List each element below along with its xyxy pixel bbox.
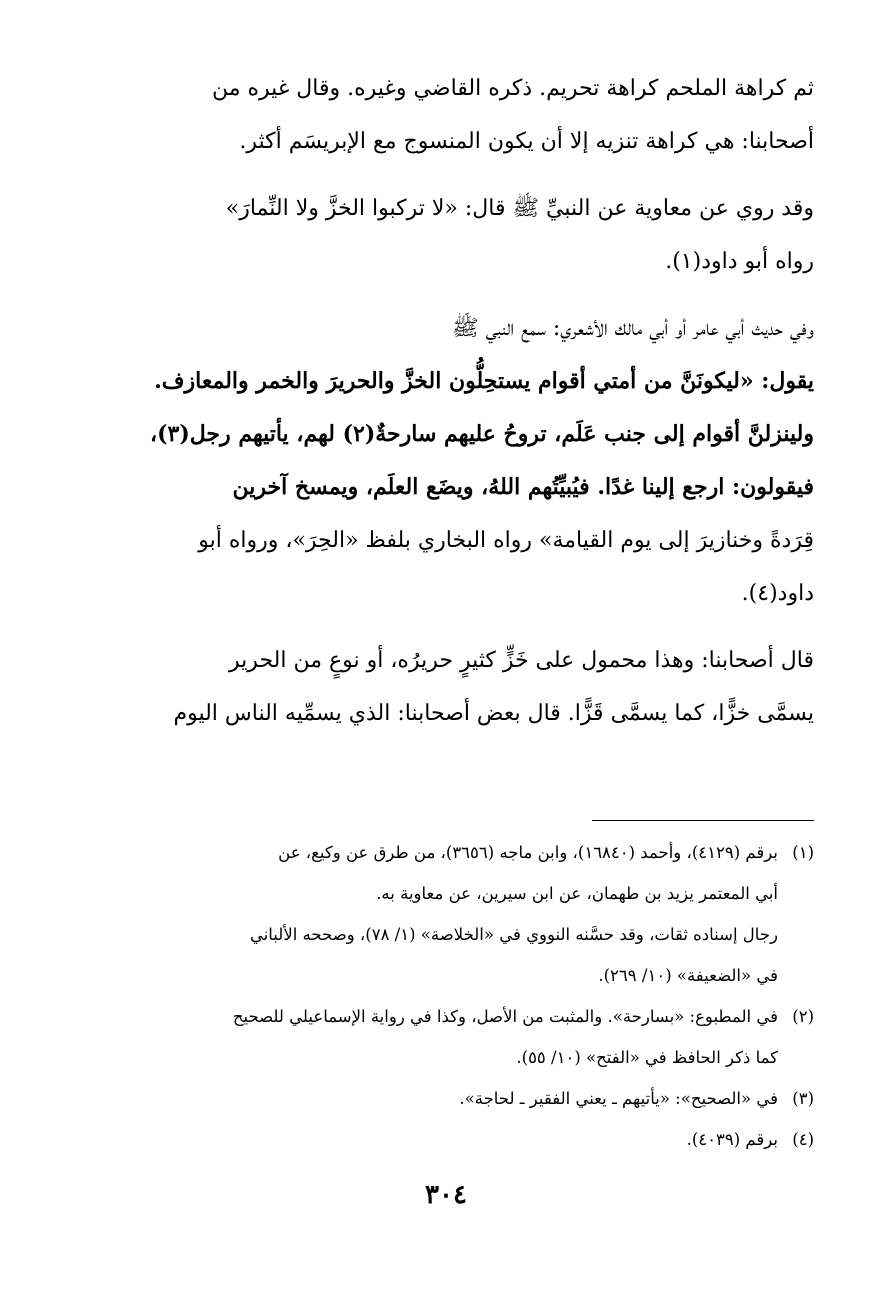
- text-line: ثم كراهة الملحم كراهة تحريم. ذكره القاضي وغيره. وقال غيره من: [211, 76, 814, 101]
- footnote-number: (٢): [792, 1007, 814, 1026]
- footnote-line: كما ذكر الحافظ في «الفتح» (١٠/ ٥٥).: [516, 1048, 778, 1067]
- footnote-line: برقم (٤٠٣٩).: [686, 1130, 778, 1149]
- text-line: ولينزلنَّ أقوام إلى جنب عَلَم، تروحُ عليهم سارحةٌ(٢) لهم، يأتيهم رجل(٣)،: [150, 421, 814, 447]
- text-line: قِرَدةً وخنازيرَ إلى يوم القيامة» رواه البخاري بلفظ «الحِرَ»، ورواه أبو: [198, 528, 814, 553]
- footnote-line: رجال إسناده ثقات، وقد حسَّنه النووي في «الخلاصة» (١/ ٧٨)، وصححه الألباني: [249, 925, 778, 944]
- text-line: يسمَّى خزًّا، كما يسمَّى قَزًّا. قال بعض أصحابنا: الذي يسمِّيه الناس اليوم: [173, 701, 814, 726]
- footnote-number: (١): [792, 843, 814, 862]
- footnotes: [78, 832, 814, 1160]
- footnote-line: في «الصحيح»: «يأتيهم ـ يعني الفقير ـ لحاجة».: [459, 1089, 778, 1108]
- text-line: فيقولون: ارجع إلينا غدًا. فيُبيِّتُهم اللهُ، ويضَع العلَم، ويمسخ آخرين: [232, 474, 814, 500]
- text-line: وقد روي عن معاوية عن النبيِّ ﷺ قال: «لا تركبوا الخزَّ ولا النِّمارَ»: [225, 196, 814, 221]
- footnote-separator: [592, 820, 814, 821]
- footnote-line: في «الضعيفة» (١٠/ ٢٦٩).: [598, 966, 778, 985]
- footnote-3: [78, 1078, 814, 1119]
- footnote-4: [78, 1119, 814, 1160]
- paragraph-4: [78, 634, 814, 740]
- footnote-1: [78, 832, 814, 996]
- text-line: قال أصحابنا: وهذا محمول على خَزٍّ كثيرٍ حريرُه، أو نوعٍ من الحرير: [229, 648, 814, 673]
- footnote-number: (٣): [792, 1089, 814, 1108]
- text-line: وفي حديث أبي عامر أو أبي مالك الأشعري: سمع النبي ﷺ: [452, 316, 814, 341]
- text-line: يقول: «ليكونَنَّ من أمتي أقوام يستحِلُّون الخزَّ والحريرَ والخمر والمعازف.: [154, 368, 814, 394]
- footnote-line: في المطبوع: «بسارحة». والمثبت من الأصل، وكذا في رواية الإسماعيلي للصحيح: [232, 1007, 778, 1026]
- footnote-text: [78, 832, 778, 996]
- paragraph-1: [78, 62, 814, 168]
- footnote-text: [78, 1078, 778, 1119]
- paragraph-2: [78, 182, 814, 288]
- footnote-number: (٤): [792, 1130, 814, 1149]
- text-line: رواه أبو داود(١).: [665, 249, 814, 274]
- text-line: داود(٤).: [741, 581, 814, 606]
- main-text: [78, 62, 814, 740]
- page-number: ٣٠٤: [425, 1180, 467, 1210]
- paragraph-3: [78, 302, 814, 620]
- footnote-line: أبي المعتمر يزيد بن طهمان، عن ابن سيرين، عن معاوية به.: [376, 884, 778, 903]
- footnote-line: برقم (٤١٢٩)، وأحمد (١٦٨٤٠)، وابن ماجه (٣٦٥٦)، من طرق عن وكيع، عن: [278, 843, 778, 862]
- footnote-text: [78, 996, 778, 1078]
- footnote-2: [78, 996, 814, 1078]
- footnote-text: [78, 1119, 778, 1160]
- text-line: أصحابنا: هي كراهة تنزيه إلا أن يكون المنسوج مع الإبريسَم أكثر.: [239, 129, 814, 154]
